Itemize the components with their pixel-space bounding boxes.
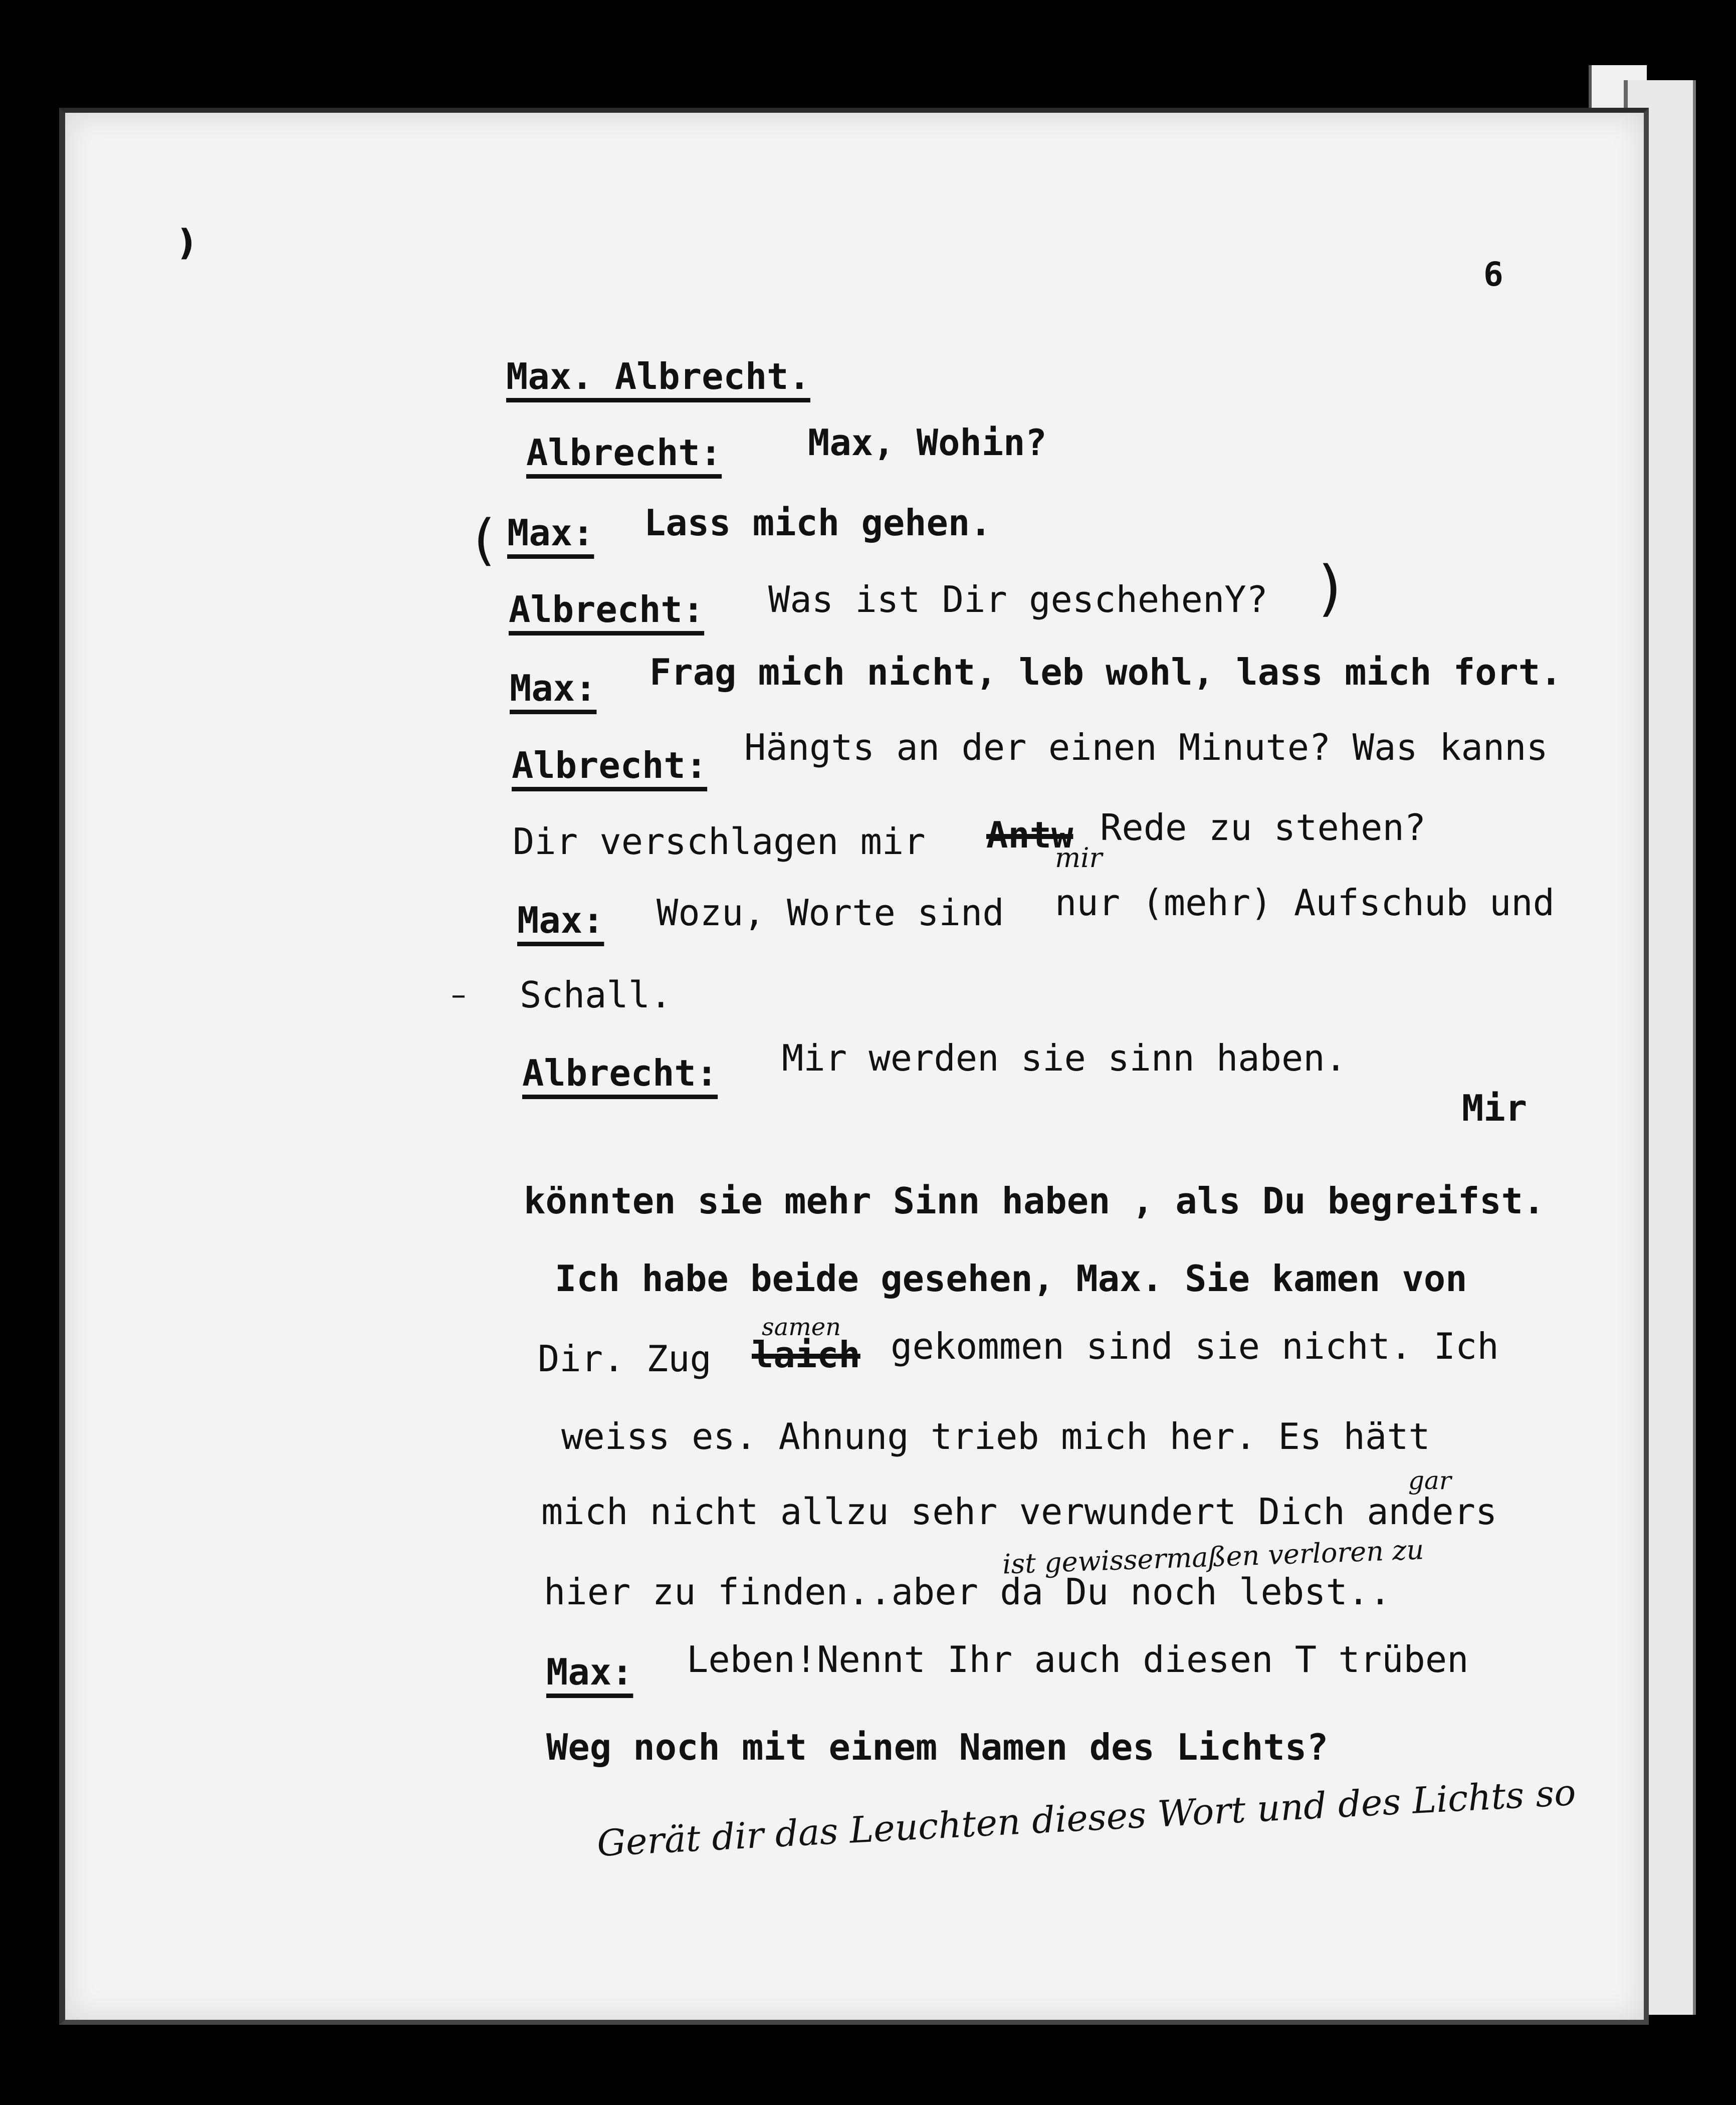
dialogue-text: Leben!Nennt Ihr auch diesen T trüben xyxy=(687,1638,1469,1680)
speaker-label: Albrecht: xyxy=(509,588,705,630)
dialogue-text: Hängts an der einen Minute? Was kanns xyxy=(744,726,1548,768)
margin-dash: – xyxy=(451,977,466,1012)
dialogue-text: Ich habe beide gesehen, Max. Sie kamen von xyxy=(555,1257,1467,1300)
handwritten-insertion: samen xyxy=(762,1313,841,1341)
speaker-label: Albrecht: xyxy=(512,744,708,786)
dialogue-text: mich nicht allzu sehr verwundert Dich anders xyxy=(541,1491,1497,1533)
page-number: 6 xyxy=(1483,255,1503,294)
scene-heading: Max. Albrecht. xyxy=(506,355,810,397)
speaker-label: Max: xyxy=(510,667,597,709)
speaker-label: Albrecht: xyxy=(526,432,722,474)
dialogue-text: gekommen sind sie nicht. Ich xyxy=(891,1325,1499,1367)
speaker-label: Max: xyxy=(507,512,594,554)
dialogue-text: Frag mich nicht, leb wohl, lass mich fort. xyxy=(649,651,1562,693)
struck-word: laich xyxy=(752,1334,860,1376)
handwritten-insertion: ist gewissermaßen verloren zu xyxy=(1002,1534,1425,1580)
bracket-mark: ( xyxy=(474,508,495,572)
handwritten-insertion: gar xyxy=(1408,1466,1451,1495)
dialogue-text: nur (mehr) Aufschub und xyxy=(1055,882,1555,924)
dialogue-text: hier zu finden..aber da Du noch lebst.. xyxy=(544,1571,1391,1613)
dialogue-text: Weg noch mit einem Namen des Lichts? xyxy=(546,1726,1329,1768)
speaker-label: Max: xyxy=(517,899,604,941)
dialogue-text: Rede zu stehen? xyxy=(1100,806,1426,849)
dialogue-text: Schall. xyxy=(520,974,672,1016)
handwritten-note: Gerät dir das Leuchten dieses Wort und des Lichts so xyxy=(596,1771,1577,1865)
dialogue-text: Mir xyxy=(1462,1087,1528,1129)
struck-word: Antw xyxy=(986,814,1073,856)
dialogue-text: Was ist Dir geschehenY? xyxy=(768,578,1268,620)
dialogue-text: könnten sie mehr Sinn haben , als Du begreifst. xyxy=(524,1180,1545,1222)
bracket-mark: ) xyxy=(1318,554,1342,623)
dialogue-text: weiss es. Ahnung trieb mich her. Es hätt xyxy=(561,1415,1430,1457)
corner-mark: ) xyxy=(178,222,194,263)
typescript-page xyxy=(59,108,1649,2025)
dialogue-text: Mir werden sie sinn haben. xyxy=(782,1037,1347,1079)
speaker-label: Max: xyxy=(546,1651,633,1693)
dialogue-text: Lass mich gehen. xyxy=(644,502,992,544)
dialogue-text: Dir verschlagen mir xyxy=(513,820,926,863)
speaker-label: Albrecht: xyxy=(522,1052,718,1094)
handwritten-insertion: mir xyxy=(1055,842,1103,874)
dialogue-text: Wozu, Worte sind xyxy=(657,892,1004,934)
dialogue-text: Dir. Zug xyxy=(538,1338,712,1380)
dialogue-text: Max, Wohin? xyxy=(808,422,1047,464)
